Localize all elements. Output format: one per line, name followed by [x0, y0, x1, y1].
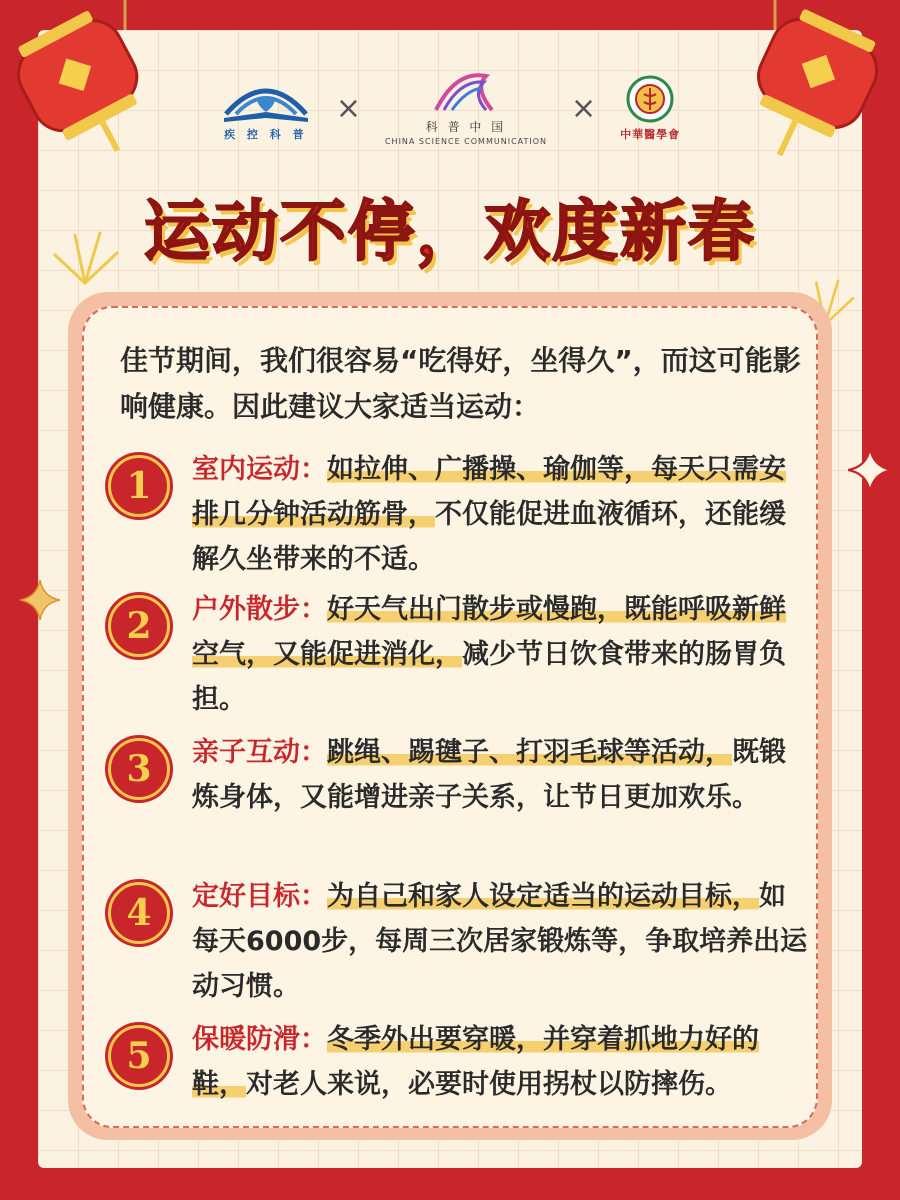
tip-label: 亲子互动：	[192, 737, 327, 768]
tip-number-badge: 3	[108, 738, 170, 800]
sparkle-left-icon	[20, 580, 60, 620]
tip-number-badge: 2	[108, 595, 170, 657]
cma-logo-caption: 中華醫學會	[620, 128, 681, 141]
tip-highlight: 跳绳、踢毽子、打羽毛球等活动，	[327, 737, 732, 768]
tip-label: 保暖防滑：	[192, 1024, 327, 1055]
tip-number-badge: 4	[108, 882, 170, 944]
tip-label: 户外散步：	[192, 594, 327, 625]
tip-highlight: 冬季外出要穿暖，并穿着抓地力好的鞋，	[192, 1024, 759, 1100]
tip-rest: 既锻炼身体，又能增进亲子关系，让节日更加欢乐。	[192, 737, 786, 813]
tip-highlight: 如拉伸、广播操、瑜伽等，每天只需安排几分钟活动筋骨，	[192, 454, 786, 530]
tip-rest: 如每天6000步，每周三次居家锻炼等，争取培养出运动习惯。	[192, 881, 808, 1002]
tip-text	[192, 874, 812, 1009]
cdc-logo-caption: 疾 控 科 普	[224, 128, 308, 141]
tip-number-badge: 1	[108, 455, 170, 517]
cross-separator-2: ×	[571, 90, 597, 126]
tip-highlight: 为自己和家人设定适当的运动目标，	[327, 881, 759, 912]
book-heart-icon	[220, 74, 312, 124]
kepu-logo-subcaption: CHINA SCIENCE COMMUNICATION	[384, 137, 548, 146]
kepu-china-logo	[385, 70, 547, 146]
cdc-science-logo	[220, 74, 312, 142]
partner-logos	[0, 68, 900, 148]
tip-rest: 对老人来说，必要时使用拐杖以防摔伤。	[246, 1069, 732, 1100]
tip-label: 定好目标：	[192, 881, 327, 912]
page-title: 运动不停，欢度新春	[144, 193, 756, 270]
intro-text: 佳节期间，我们很容易“吃得好，坐得久”，而这可能影响健康。因此建议大家适当运动：	[120, 344, 801, 423]
tip-rest: 减少节日饮食带来的肠胃负担。	[192, 639, 786, 715]
tip-text	[192, 1017, 812, 1107]
tip-rest: 不仅能促进血液循环，还能缓解久坐带来的不适。	[192, 499, 786, 575]
cross-separator-1: ×	[335, 90, 361, 126]
cma-logo	[620, 74, 680, 142]
kepu-wave-icon	[426, 70, 506, 116]
tip-text	[192, 447, 812, 582]
tip-label: 室内运动：	[192, 454, 327, 485]
cma-emblem-icon	[624, 74, 676, 124]
kepu-logo-caption: 科 普 中 国	[425, 120, 507, 134]
sparkle-right-icon	[848, 448, 892, 492]
tip-number-badge: 5	[108, 1025, 170, 1087]
tip-text	[192, 587, 812, 722]
tip-text	[192, 730, 812, 820]
tip-highlight: 好天气出门散步或慢跑，既能呼吸新鲜空气，又能促进消化，	[192, 594, 786, 670]
